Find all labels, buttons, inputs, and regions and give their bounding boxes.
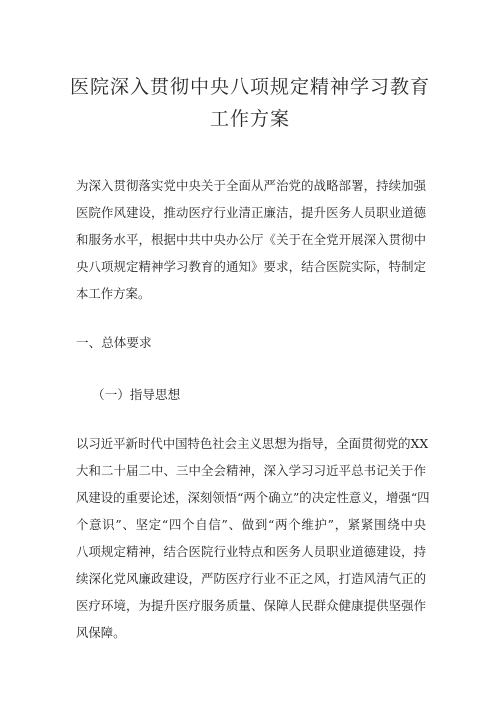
intro-line: 为深入贯彻落实党中央关于全面从严治党的战略部署，持续加强 — [76, 178, 426, 193]
document-title-line-1: 医院深入贯彻中央八项规定精神学习教育 — [69, 76, 430, 98]
body-line: 风保障。 — [76, 625, 126, 640]
document-title-line-2: 工作方案 — [209, 108, 290, 130]
subsection-heading: （一）指导思想 — [92, 387, 181, 402]
intro-paragraph — [76, 172, 426, 307]
intro-line: 和服务水平，根据中共中央办公厅《关于在全党开展深入贯彻中 — [76, 232, 426, 247]
body-line: 大和二十届二中、三中全会精神，深入学习习近平总书记关于作 — [76, 463, 426, 478]
body-line: 医疗环境，为提升医疗服务质量、保障人民群众健康提供坚强作 — [76, 598, 426, 613]
body-line: 风建设的重要论述，深刻领悟“两个确立”的决定性意义，增强“四 — [76, 490, 430, 505]
body-line: 以习近平新时代中国特色社会主义思想为指导，全面贯彻党的XX — [76, 436, 429, 451]
intro-line: 医院作风建设，推动医疗行业清正廉洁，提升医务人员职业道德 — [76, 205, 426, 220]
guiding-thought-paragraph — [76, 430, 430, 646]
intro-line: 本工作方案。 — [76, 286, 151, 301]
body-line: 八项规定精神，结合医院行业特点和医务人员职业道德建设，持 — [76, 544, 426, 559]
body-line: 个意识”、坚定“四个自信”、做到“两个维护”，紧紧围绕中央 — [76, 517, 426, 532]
body-line: 续深化党风廉政建设，严防医疗行业不正之风，打造风清气正的 — [76, 571, 426, 586]
section-heading: 一、总体要求 — [76, 335, 152, 350]
intro-line: 央八项规定精神学习教育的通知》要求，结合医院实际，特制定 — [76, 259, 426, 274]
